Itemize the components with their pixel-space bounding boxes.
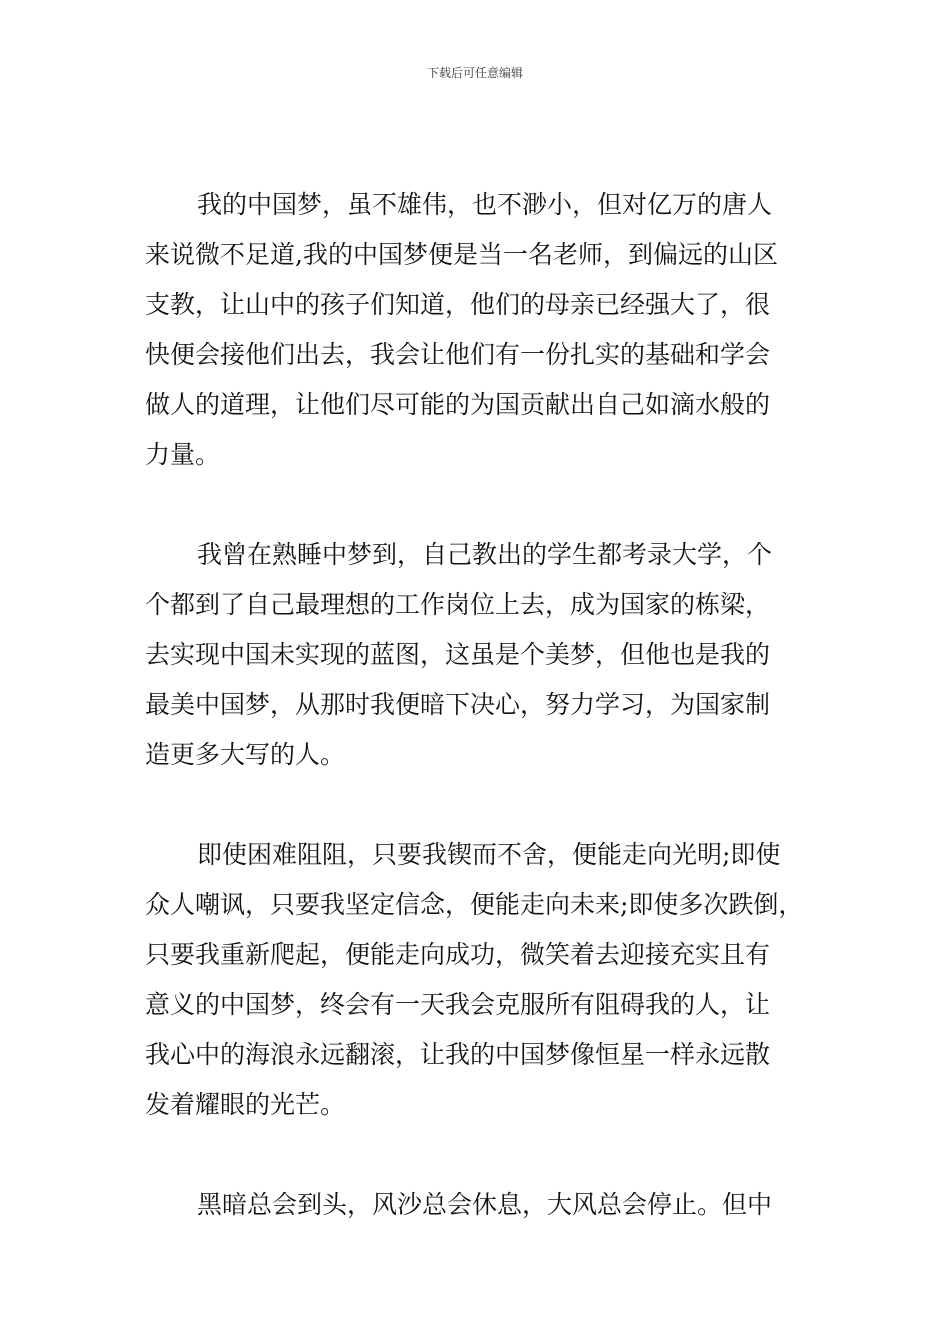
paragraph-gap <box>145 480 809 530</box>
paragraph-gap <box>145 780 809 830</box>
text-line: 力量。 <box>145 440 221 469</box>
text-line: 支教，让山中的孩子们知道，他们的母亲已经强大了，很 <box>145 290 771 319</box>
text-line: 造更多大写的人。 <box>145 740 346 769</box>
text-line: 即使困难阻阻，只要我锲而不舍，便能走向光明;即使 <box>197 840 781 869</box>
paragraph-2 <box>145 530 809 780</box>
text-line: 众人嘲讽，只要我坚定信念，便能走向未来;即使多次跌倒， <box>145 890 804 919</box>
text-line: 我心中的海浪永远翻滚，让我的中国梦像恒星一样永远散 <box>145 1040 771 1069</box>
page-header: 下载后可任意编辑 <box>426 66 523 80</box>
text-line: 快便会接他们出去，我会让他们有一份扎实的基础和学会 <box>145 340 771 369</box>
paragraph-gap <box>145 1130 809 1180</box>
paragraph-4 <box>145 1180 809 1230</box>
text-line: 来说微不足道,我的中国梦便是当一名老师，到偏远的山区 <box>145 240 778 269</box>
paragraph-1 <box>145 180 809 480</box>
text-line: 去实现中国未实现的蓝图，这虽是个美梦，但他也是我的 <box>145 640 771 669</box>
text-line: 最美中国梦，从那时我便暗下决心，努力学习，为国家制 <box>145 690 771 719</box>
text-line: 做人的道理，让他们尽可能的为国贡献出自己如滴水般的 <box>145 390 771 419</box>
text-line: 发着耀眼的光芒。 <box>145 1090 346 1119</box>
text-line: 只要我重新爬起，便能走向成功，微笑着去迎接充实且有 <box>145 940 771 969</box>
document-body <box>145 180 809 1230</box>
text-line: 黑暗总会到头，风沙总会休息，大风总会停止。但中 <box>197 1190 773 1219</box>
paragraph-3 <box>145 830 809 1130</box>
text-line: 意义的中国梦，终会有一天我会克服所有阻碍我的人，让 <box>145 990 771 1019</box>
text-line: 个都到了自己最理想的工作岗位上去，成为国家的栋梁， <box>145 590 771 619</box>
text-line: 我的中国梦，虽不雄伟，也不渺小，但对亿万的唐人 <box>197 190 773 219</box>
text-line: 我曾在熟睡中梦到，自己教出的学生都考录大学，个 <box>197 540 773 569</box>
